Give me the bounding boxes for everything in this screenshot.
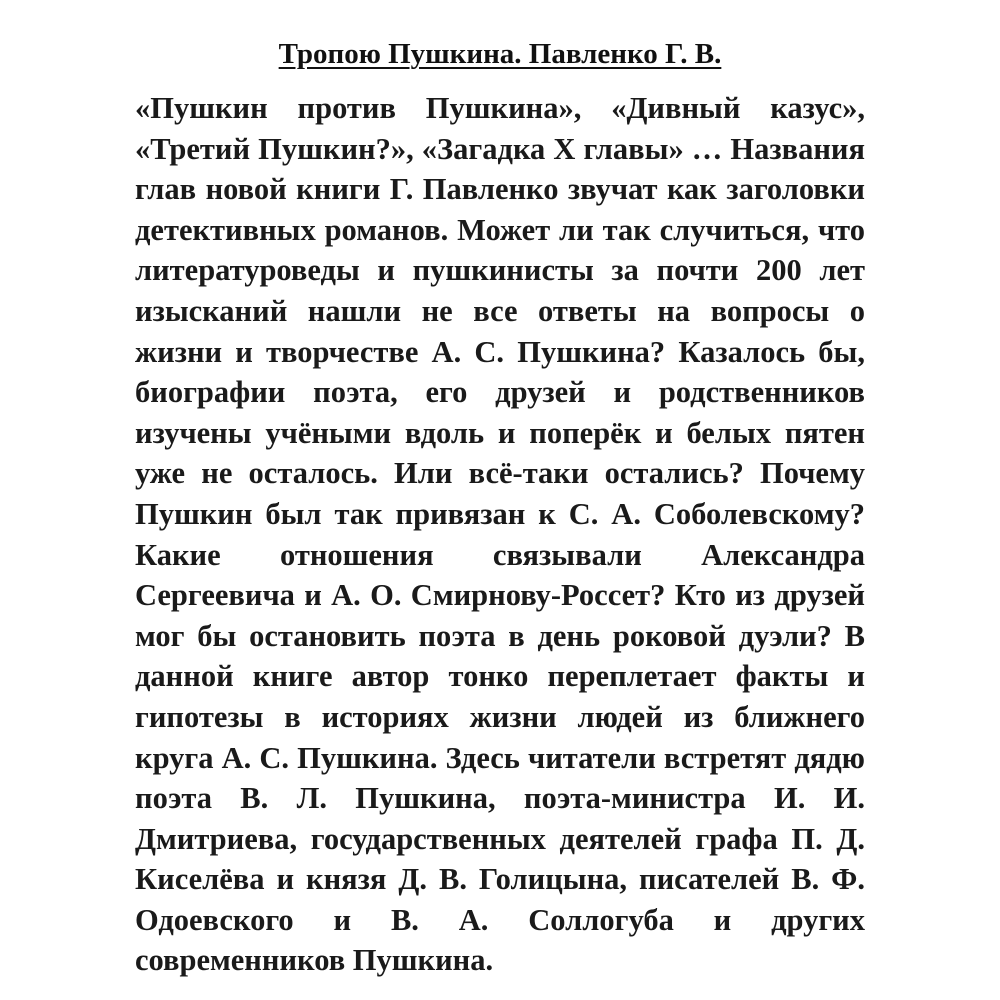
- document-title: Тропою Пушкина. Павленко Г. В.: [278, 38, 722, 70]
- book-description-paragraph: «Пушкин против Пушкина», «Дивный казус», «Третий Пушкин?», «Загадка X главы» … Названия глав новой книги Г. Павленко звучат как заголовки детективных романов. Может ли так случиться, что литературоведы и пушкинисты за почти 200 лет изысканий нашли не все ответы на вопросы о жизни и творчестве А. С. Пушкина? Казалось бы, биографии поэта, его друзей и родственников изучены учёными вдоль и поперёк и белых пятен уже не осталось. Или всё-таки остались? Почему Пушкин был так привязан к С. А. Соболевскому? Какие отношения связывали Александра Сергеевича и А. О. Смирнову-Россет? Кто из друзей мог бы остановить поэта в день роковой дуэли? В данной книге автор тонко переплетает факты и гипотезы в историях жизни людей из ближнего круга А. С. Пушкина. Здесь читатели встретят дядю поэта В. Л. Пушкина, поэта-министра И. И. Дмитриева, государственных деятелей графа П. Д. Киселёва и князя Д. В. Голицына, писателей В. Ф. Одоевского и В. А. Соллогуба и других современников Пушкина.: [135, 91, 865, 978]
